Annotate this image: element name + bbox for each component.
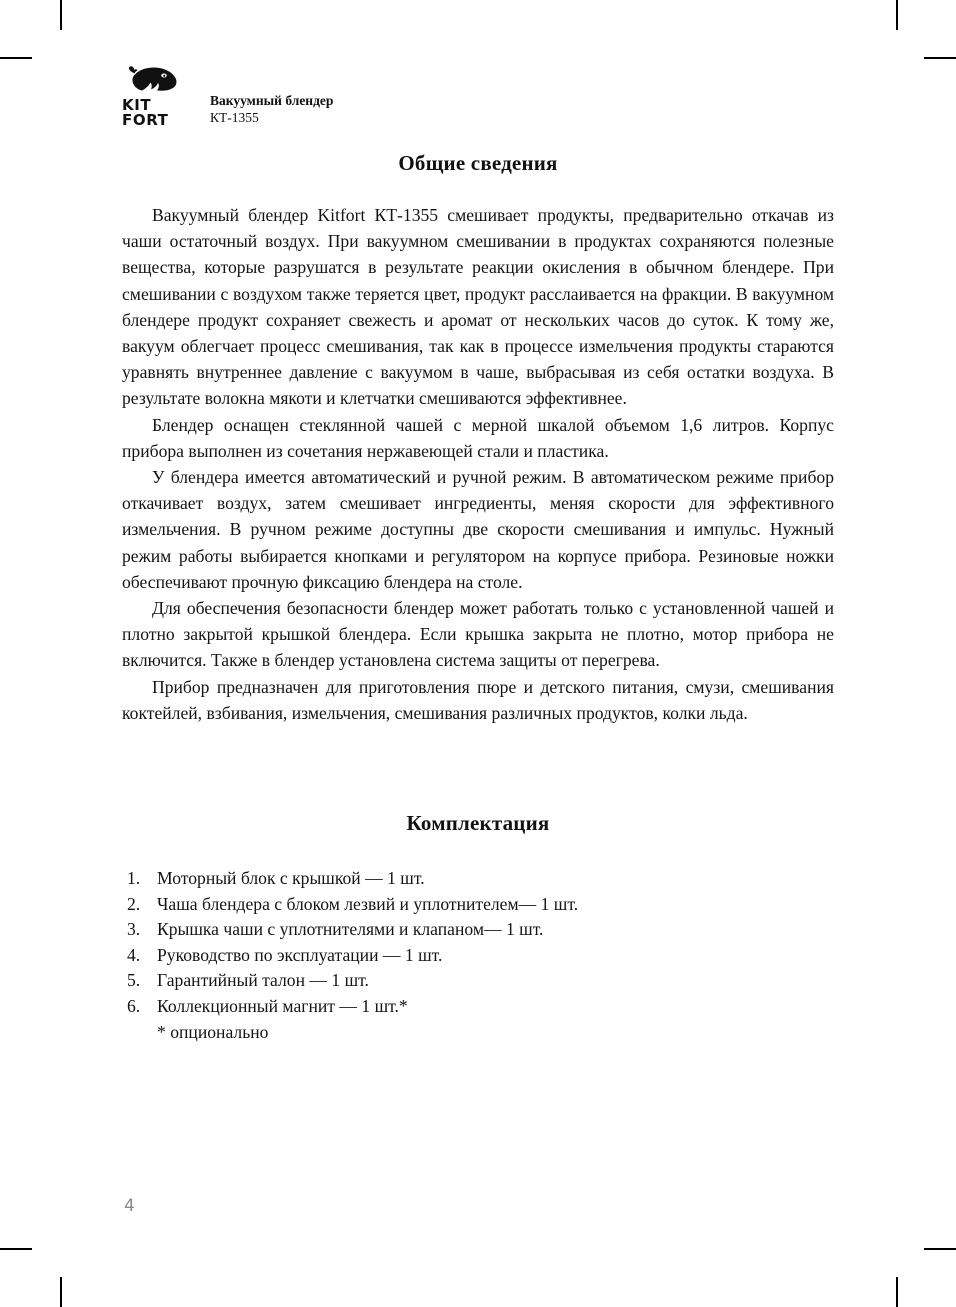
list-item bbox=[122, 917, 834, 943]
list-item-label: Моторный блок с крышкой — 1 шт. bbox=[157, 868, 425, 889]
list-item bbox=[122, 994, 834, 1020]
list-item-number: 3. bbox=[127, 919, 141, 940]
crop-mark-bottom-right-horizontal bbox=[924, 1248, 956, 1250]
list-item-label: Крышка чаши с уплотнителями и клапаном— 1 шт. bbox=[157, 919, 544, 940]
list-item-number: 1. bbox=[127, 868, 141, 889]
paragraph: Для обеспечения безопасности блендер может работать только с установленной чашей и плотно закрытой крышкой блендера. Если крышка закрыта не плотно, мотор прибора не включится. Также в блендер установлена система защиты от перегрева. bbox=[122, 598, 834, 671]
package-contents-list bbox=[122, 866, 834, 1020]
product-model-label: КТ-1355 bbox=[210, 110, 259, 125]
crop-mark-bottom-left-vertical bbox=[60, 1277, 62, 1307]
list-item-number: 6. bbox=[127, 996, 141, 1017]
brand-line-kit: KIT bbox=[122, 96, 152, 114]
page-content bbox=[122, 150, 834, 1045]
paragraph: У блендера имеется автоматический и ручной режим. В автоматическом режиме прибор откачивает воздух, затем смешивает ингредиенты, меняя скорости для эффективного измельчения. В ручном режиме доступны две скорости смешивания и импульс. Нужный режим работы выбирается кнопками и регулятором на корпусе прибора. Резиновые ножки обеспечивают прочную фиксацию блендера на столе. bbox=[122, 467, 834, 592]
brand-line-fort: FORT bbox=[122, 111, 169, 129]
crop-mark-bottom-left-horizontal bbox=[0, 1248, 32, 1250]
list-item bbox=[122, 866, 834, 892]
list-item bbox=[122, 943, 834, 969]
brand-logo bbox=[122, 64, 196, 128]
section-body-general-info bbox=[122, 202, 834, 726]
list-item-label: Чаша блендера с блоком лезвий и уплотнителем— 1 шт. bbox=[157, 893, 579, 914]
package-contents-footnote: * опционально bbox=[157, 1021, 269, 1042]
title-spacer bbox=[122, 836, 834, 866]
crop-mark-top-right-vertical bbox=[896, 0, 898, 30]
list-item-label: Руководство по эксплуатации — 1 шт. bbox=[157, 944, 443, 965]
document-header bbox=[122, 64, 333, 128]
header-product-info bbox=[210, 92, 333, 128]
list-item-number: 5. bbox=[127, 970, 141, 991]
section-spacer bbox=[122, 726, 834, 810]
kitfort-whale-icon bbox=[124, 64, 182, 98]
section-title-package-contents: Комплектация bbox=[406, 811, 550, 836]
list-item-label: Гарантийный талон — 1 шт. bbox=[157, 970, 369, 991]
crop-mark-bottom-right-vertical bbox=[896, 1277, 898, 1307]
list-item bbox=[122, 968, 834, 994]
list-item-label: Коллекционный магнит — 1 шт.* bbox=[157, 996, 408, 1017]
product-type-label: Вакуумный блендер bbox=[210, 93, 334, 108]
paragraph: Вакуумный блендер Kitfort КТ-1355 смешивает продукты, предварительно откачав из чаши остаточный воздух. При вакуумном смешивании в продуктах сохраняются полезные вещества, которые разрушатся в результате реакции окисления в обычном блендере. При смешивании с воздухом также теряется цвет, продукт расслаивается на фракции. В вакуумном блендере продукт сохраняет свежесть и аромат от нескольких часов до суток. К тому же, вакуум облегчает процесс смешивания, так как в процессе измельчения продукты стараются уравнять внутреннее давление с вакуумом в чаше, выбрасывая из себя остатки воздуха. В результате волокна мякоти и клетчатки смешиваются эффективнее. bbox=[122, 205, 834, 409]
crop-mark-top-left-vertical bbox=[60, 0, 62, 30]
paragraph: Блендер оснащен стеклянной чашей с мерной шкалой объемом 1,6 литров. Корпус прибора выполнен из сочетания нержавеющей стали и пластика. bbox=[122, 414, 834, 461]
crop-mark-top-right-horizontal bbox=[924, 57, 956, 59]
crop-mark-top-left-horizontal bbox=[0, 57, 32, 59]
section-title-general-info: Общие сведения bbox=[398, 151, 558, 175]
list-item bbox=[122, 892, 834, 918]
list-item-number: 2. bbox=[127, 893, 141, 914]
list-item-number: 4. bbox=[127, 944, 141, 965]
paragraph: Прибор предназначен для приготовления пюре и детского питания, смузи, смешивания коктейлей, взбивания, измельчения, смешивания различных продуктов, колки льда. bbox=[122, 676, 834, 723]
page-number: 4 bbox=[124, 1196, 135, 1216]
brand-wordmark bbox=[122, 98, 169, 128]
